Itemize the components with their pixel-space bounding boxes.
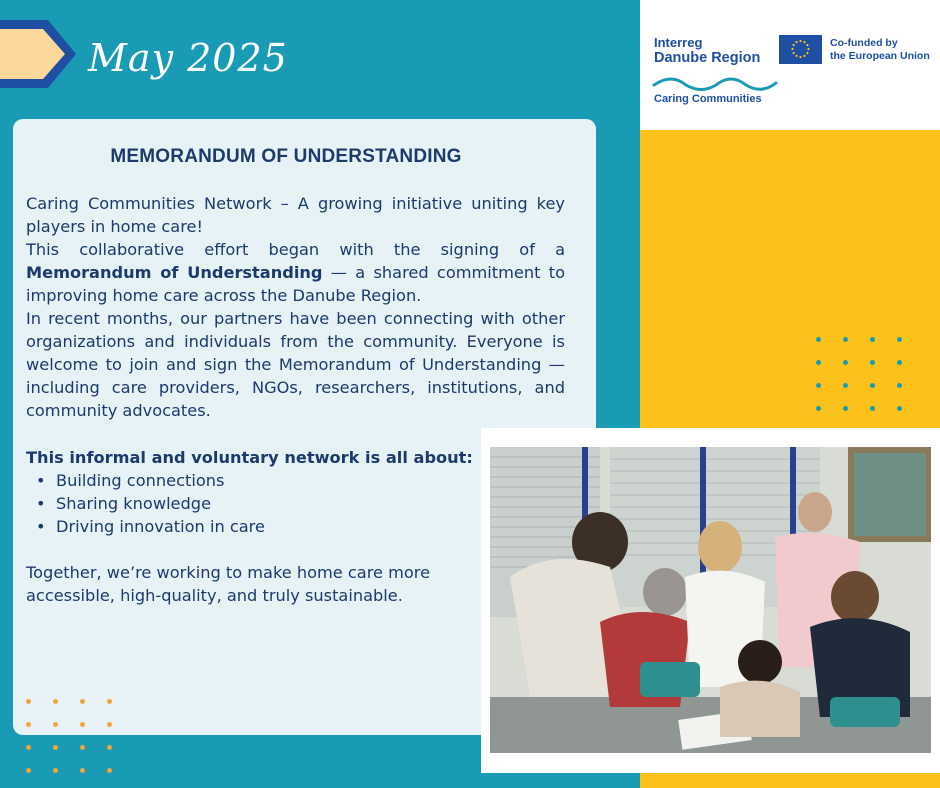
eu-flag-icon <box>779 35 822 64</box>
list-item: • Sharing knowledge <box>36 492 396 515</box>
tag-shape-icon <box>0 16 82 92</box>
eu-line-1: Co-funded by <box>830 37 898 49</box>
interreg-label: Interreg <box>654 35 703 50</box>
eu-cofunded-label <box>830 37 930 63</box>
caring-communities-label: Caring Communities <box>654 93 762 105</box>
list-item: • Driving innovation in care <box>36 515 396 538</box>
paragraph-2-end: — a shared commitment to improving home care across the Danube Region. <box>26 263 565 305</box>
teal-dot-grid <box>816 337 902 411</box>
paragraph-3: In recent months, our partners have been connecting with other organizations and individuals from the community. Everyone is welcome to join and sign the Memorandum of Understanding — including care providers, NGOs, researchers, institutions, and community advocates. <box>26 309 565 420</box>
closing-line-2: accessible, high-quality, and truly sustainable. <box>26 586 403 605</box>
benefits-list <box>36 469 396 538</box>
closing-text <box>26 561 486 607</box>
list-item: • Building connections <box>36 469 396 492</box>
orange-dot-grid <box>26 699 112 773</box>
paragraph-2-start: This collaborative effort began with the signing of a <box>26 240 565 259</box>
group-photo-illustration <box>490 447 931 753</box>
closing-line-1: Together, we’re working to make home care more <box>26 563 431 582</box>
interreg-logo <box>654 36 760 66</box>
paragraph-2-bold: Memorandum of Understanding <box>26 263 323 282</box>
group-photo <box>490 447 931 753</box>
body-text <box>26 192 565 422</box>
wave-icon <box>652 77 778 91</box>
paragraph-1: Caring Communities Network – A growing initiative uniting key players in home care! <box>26 194 565 236</box>
eu-line-2: the European Union <box>830 50 930 62</box>
danube-region-label: Danube Region <box>654 50 761 66</box>
paragraph-2 <box>26 238 565 307</box>
card-title: MEMORANDUM OF UNDERSTANDING <box>110 146 462 167</box>
month-title: May 2025 <box>88 36 288 80</box>
network-heading: This informal and voluntary network is all about: <box>26 448 473 467</box>
